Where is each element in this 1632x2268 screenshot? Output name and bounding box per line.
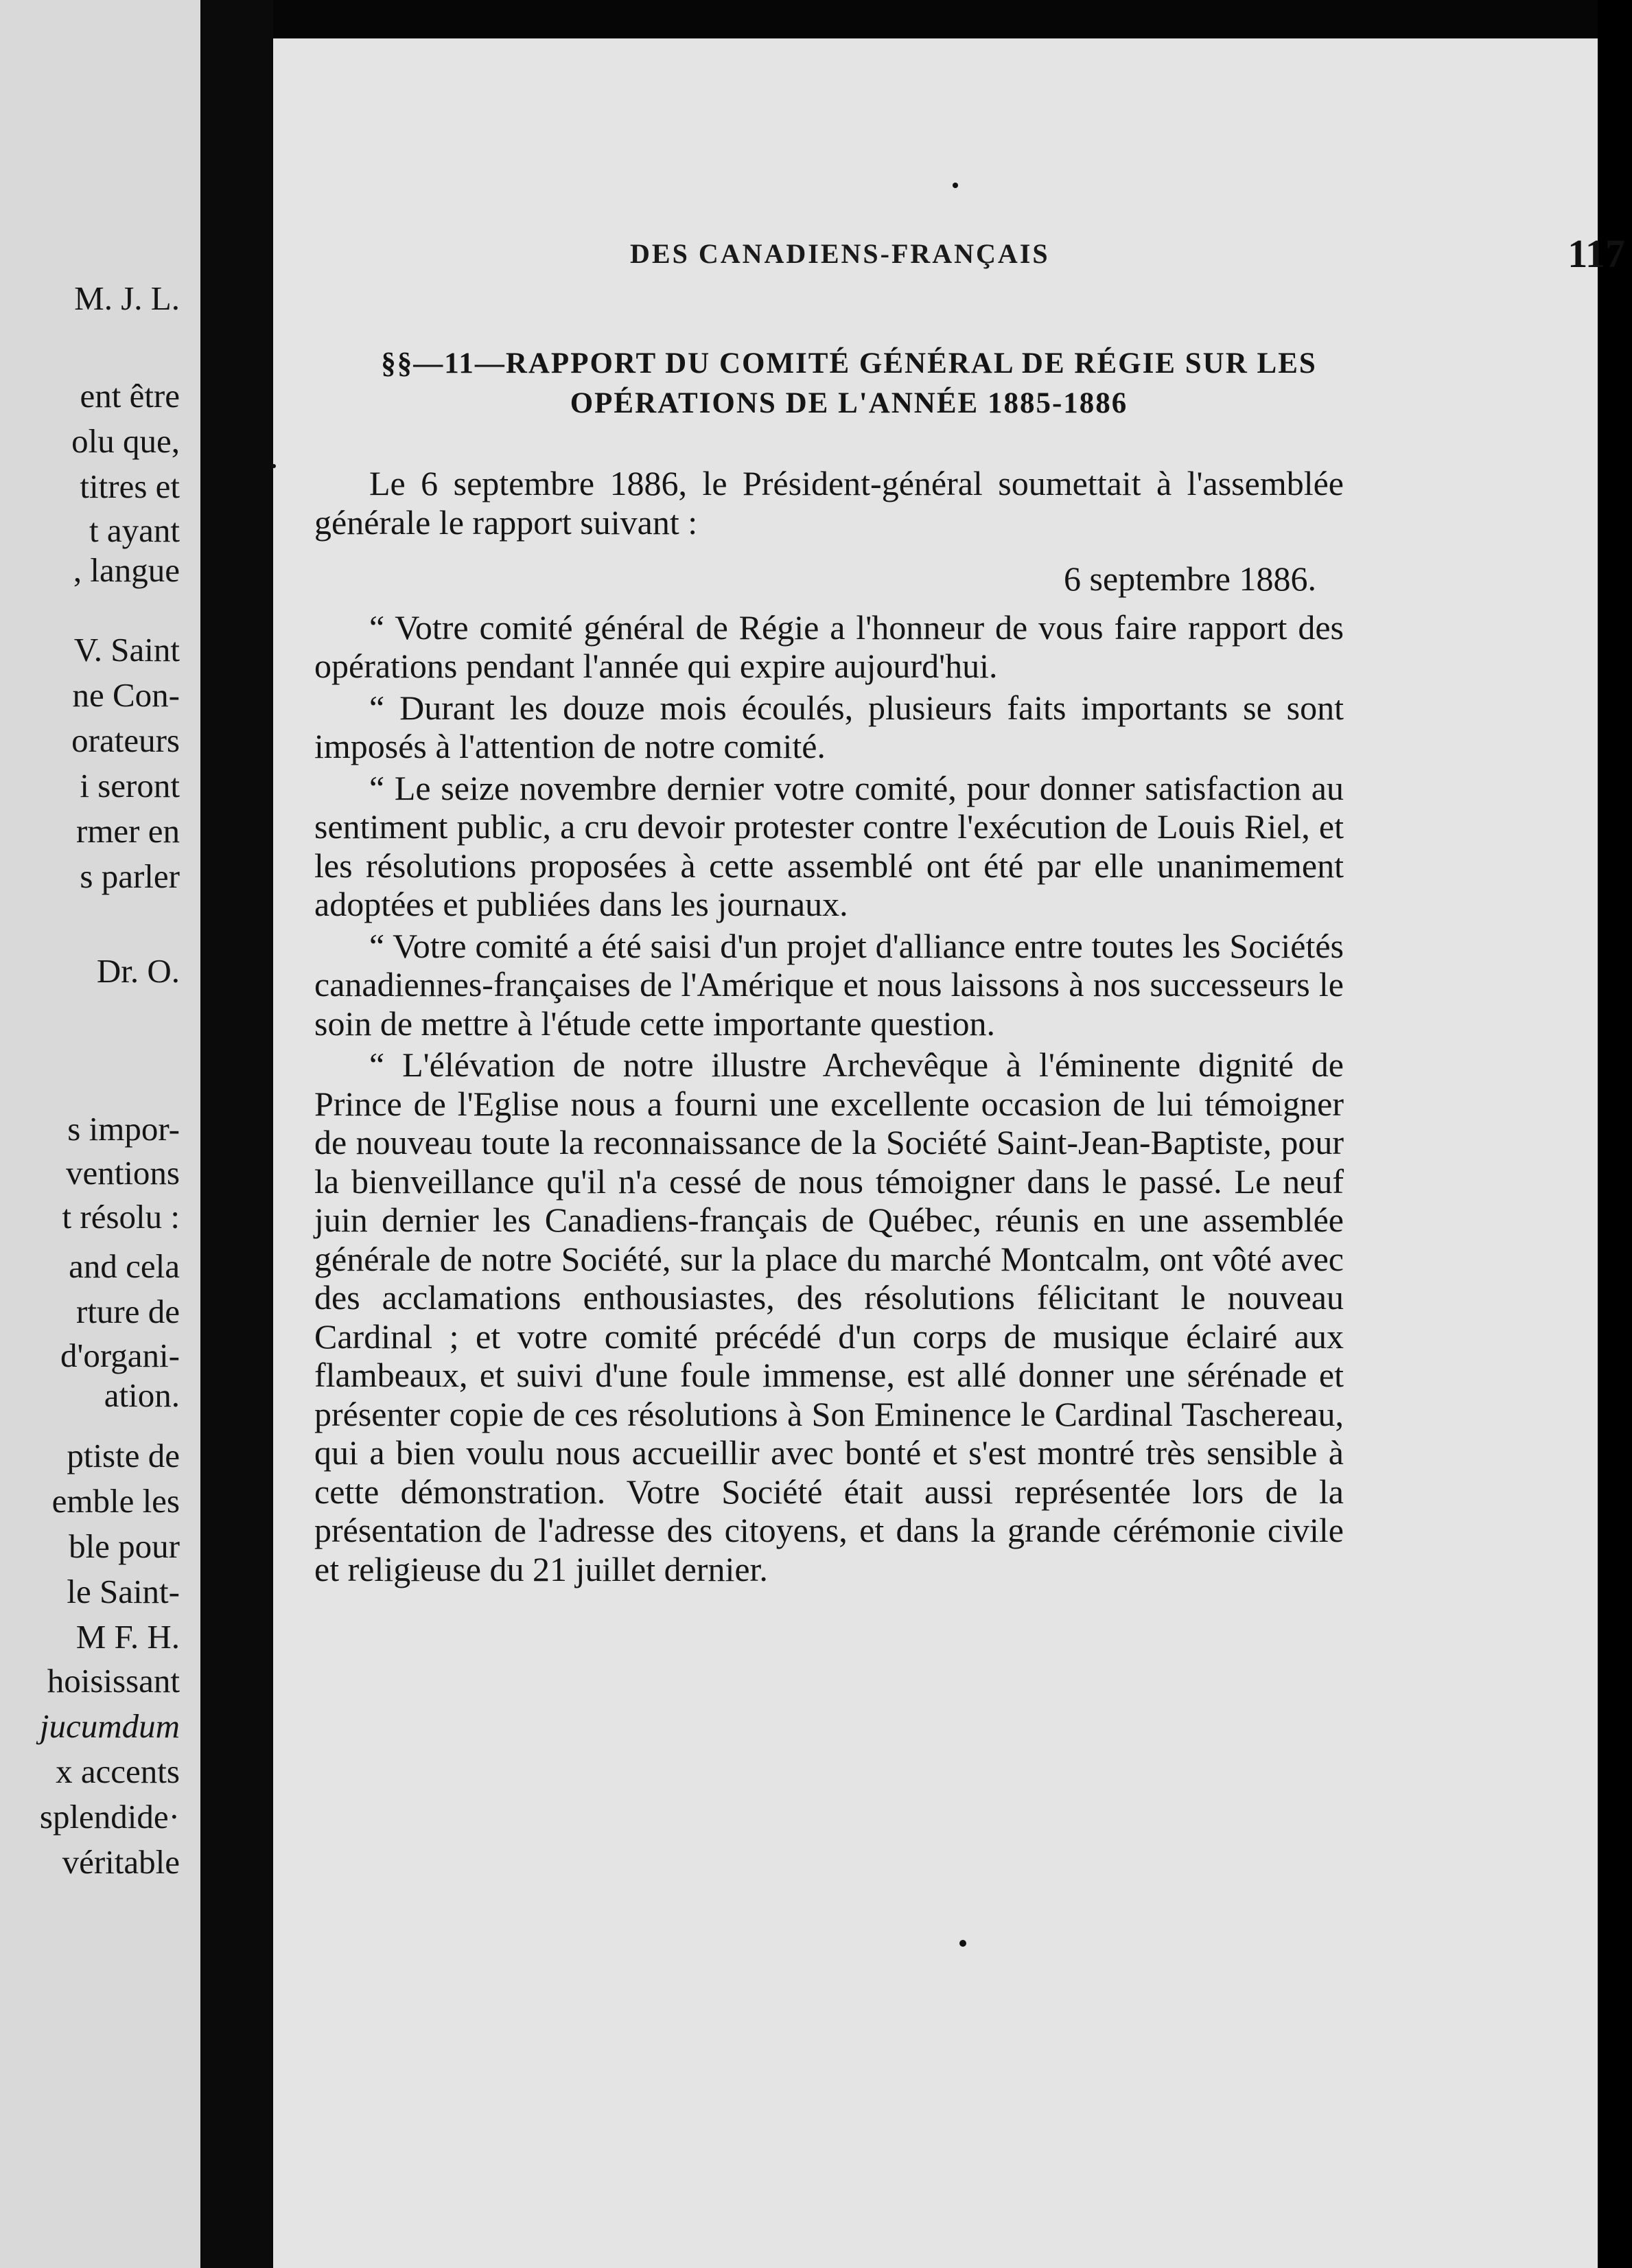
scan-speck xyxy=(272,464,276,468)
main-page xyxy=(273,38,1625,2268)
facing-page-line: ventions xyxy=(65,1154,180,1192)
scan-speck xyxy=(959,1940,966,1947)
section-heading-line: §§—11—RAPPORT DU COMITÉ GÉNÉRAL DE RÉGIE SUR LES xyxy=(381,347,1317,380)
facing-page-line: ptiste de xyxy=(67,1437,180,1474)
facing-page-line: le Saint- xyxy=(67,1573,180,1610)
facing-page-line: ne Con- xyxy=(72,676,180,714)
facing-page-line: orateurs xyxy=(71,721,180,759)
facing-page-line: Dr. O. xyxy=(96,952,180,990)
body-text xyxy=(314,464,1344,1591)
facing-page-text xyxy=(0,0,200,2268)
facing-page-line: x accents xyxy=(56,1752,180,1790)
facing-page-line: M. J. L. xyxy=(74,279,180,317)
facing-page-line: rture de xyxy=(76,1293,180,1330)
facing-page-line: s parler xyxy=(80,857,180,895)
facing-page-line: hoisissant xyxy=(47,1662,180,1700)
facing-page-line: s impor- xyxy=(67,1110,180,1148)
intro-paragraph: Le 6 septembre 1886, le Président-général soumettait à l'assemblée générale le rapport suivant : xyxy=(314,464,1344,542)
facing-page-line: olu que, xyxy=(71,422,180,460)
report-paragraph: “ L'élévation de notre illustre Archevêque à l'éminente dignité de Prince de l'Eglise nous a fourni une excellente occasion de lui témoigner de nouveau toute la reconnaissance de la Société Saint-Jean-Baptiste, pour la bienveillance qu'il n'a cessé de nous témoigner dans le passé. Le neuf juin dernier les Canadiens-français de Québec, réunis en une assemblée générale de notre Société, sur la place du marché Montcalm, ont vôté avec des acclamations enthousiastes, des résolutions félicitant le nouveau Cardinal ; et votre comité précédé d'un corps de musique éclairé aux flambeaux, et suivi d'une foule immense, est allé donner une sérénade et présenter copie de ces résolutions à Son Eminence le Cardinal Taschereau, qui a bien voulu nous accueillir avec bonté et s'est montré très sensible à cette démonstration. Votre Société était aussi représentée lors de la présentation de l'adresse des citoyens, et dans la grande cérémonie civile et religieuse du 21 juillet dernier. xyxy=(314,1045,1344,1588)
facing-page-line: jucumdum xyxy=(39,1707,180,1745)
facing-page xyxy=(0,0,200,2268)
facing-page-line: t résolu : xyxy=(62,1198,180,1236)
page-number: 117 xyxy=(1567,231,1625,276)
facing-page-line: t ayant xyxy=(89,511,180,549)
facing-page-line: V. Saint xyxy=(73,631,180,669)
report-paragraph: “ Durant les douze mois écoulés, plusieurs faits importants se sont imposés à l'attention de notre comité. xyxy=(314,688,1344,765)
scan-speck xyxy=(953,183,958,188)
section-heading-line: OPÉRATIONS DE L'ANNÉE 1885-1886 xyxy=(570,387,1128,419)
running-head xyxy=(630,231,1632,286)
facing-page-line: , langue xyxy=(73,551,180,589)
facing-page-line: ble pour xyxy=(69,1527,180,1565)
facing-page-line: véritable xyxy=(62,1843,180,1881)
report-paragraph: “ Le seize novembre dernier votre comité, pour donner satisfaction au sentiment public, a cru devoir protester contre l'exécution de Louis Riel, et les résolutions proposées à cette assemblé ont été par elle unanimement adoptées et publiées dans les journaux. xyxy=(314,768,1344,923)
facing-page-line: rmer en xyxy=(76,812,180,850)
report-date: 6 septembre 1886. xyxy=(1064,559,1316,598)
section-heading xyxy=(347,344,1351,424)
report-paragraph: “ Votre comité général de Régie a l'honneur de vous faire rapport des opérations pendant l'année qui expire aujourd'hui. xyxy=(314,608,1344,685)
facing-page-line: M F. H. xyxy=(75,1618,180,1656)
facing-page-line: and cela xyxy=(69,1247,180,1285)
running-head-title: DES CANADIENS-FRANÇAIS xyxy=(630,238,1050,269)
facing-page-line: splendide· xyxy=(39,1798,180,1836)
facing-page-line: i seront xyxy=(80,767,180,805)
facing-page-line: d'organi- xyxy=(60,1336,180,1374)
book-gutter xyxy=(200,0,273,2268)
report-paragraph: “ Votre comité a été saisi d'un projet d'alliance entre toutes les Sociétés canadiennes-françaises de l'Amérique et nous laissons à nos successeurs le soin de mettre à l'étude cette importante question. xyxy=(314,926,1344,1043)
facing-page-line: ent être xyxy=(80,377,180,415)
facing-page-line: ation. xyxy=(104,1376,180,1414)
facing-page-line: emble les xyxy=(51,1482,180,1520)
facing-page-line: titres et xyxy=(80,467,180,505)
